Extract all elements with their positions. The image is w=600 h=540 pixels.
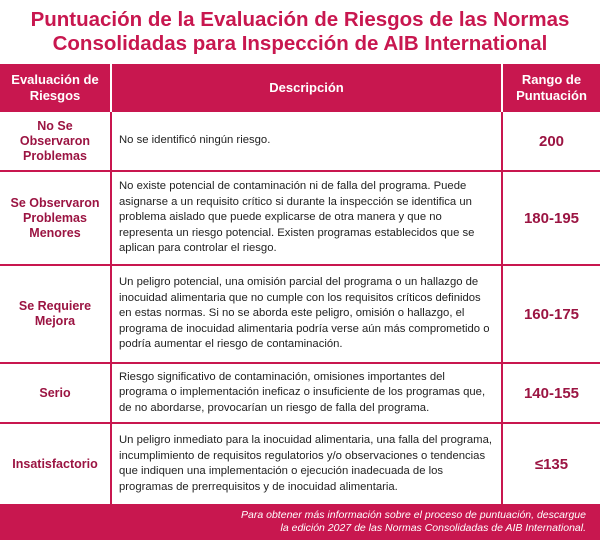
title-line-1: Puntuación de la Evaluación de Riesgos de las Normas: [30, 8, 570, 31]
table-row: [0, 112, 600, 170]
title-line-2: Consolidadas para Inspección de AIB International: [52, 32, 548, 55]
table-header-row: [0, 64, 600, 112]
table-row: [0, 362, 600, 422]
row-description: Un peligro inmediato para la inocuidad alimentaria, una falla del programa, incumplimiento de requisitos regulatorios y/o observaciones o tendencias que indiquen una implementación o ejecución inadecuada de los programas de prerrequisitos y de inocuidad alimentaria.: [110, 422, 501, 504]
table-row: [0, 170, 600, 264]
table-row: [0, 422, 600, 504]
row-category: Serio: [0, 362, 110, 422]
page-title: [0, 0, 600, 58]
row-score: 200: [501, 112, 600, 170]
row-category: Se Observaron Problemas Menores: [0, 170, 110, 264]
row-description: Riesgo significativo de contaminación, omisiones importantes del programa o implementación ineficaz o insuficiente de los programas que, de no abordarse, provocarían un riesgo de falla del programa.: [110, 362, 501, 422]
footer-line-1: Para obtener más información sobre el proceso de puntuación, descargue: [241, 509, 586, 521]
row-score: 160-175: [501, 264, 600, 362]
header-score: Rango de Puntuación: [501, 64, 600, 112]
row-score: 140-155: [501, 362, 600, 422]
footer-note: [0, 504, 600, 540]
row-score: 180-195: [501, 170, 600, 264]
row-description: No existe potencial de contaminación ni de falla del programa. Puede asignarse a un requisito crítico si durante la inspección se identifica un problema aislado que puede explicarse de otra manera y que no representa un riesgo potencial. Existen programas establecidos que se aplican para controlar el riesgo.: [110, 170, 501, 264]
row-category: Insatisfactorio: [0, 422, 110, 504]
row-description: Un peligro potencial, una omisión parcial del programa o un hallazgo de inocuidad alimentaria que no cumple con los requisitos críticos definidos en estas normas. Si no se aborda este peligro, omisión o hallazgo, el programa de inocuidad alimentaria podría verse aún más comprometido o podría aumentar el riesgo de contaminación.: [110, 264, 501, 362]
table-body: [0, 112, 600, 504]
row-category: Se Requiere Mejora: [0, 264, 110, 362]
table-header: [0, 64, 600, 112]
header-description: Descripción: [110, 64, 501, 112]
footer-line-2: la edición 2027 de las Normas Consolidadas de AIB International.: [280, 522, 586, 534]
table-row: [0, 264, 600, 362]
row-score: ≤135: [501, 422, 600, 504]
risk-score-table: [0, 64, 600, 504]
row-category: No Se Observaron Problemas: [0, 112, 110, 170]
header-category: Evaluación de Riesgos: [0, 64, 110, 112]
row-description: No se identificó ningún riesgo.: [110, 112, 501, 170]
